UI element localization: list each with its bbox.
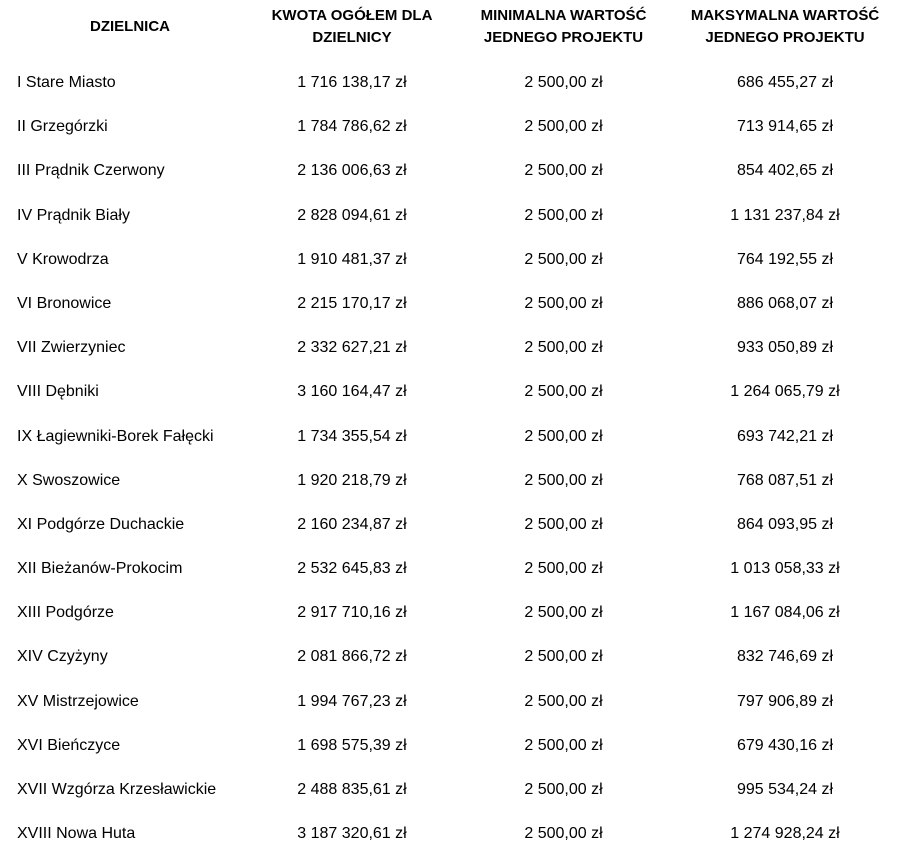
max-value-cell: 693 742,21 zł: [736, 427, 834, 445]
table-row: [0, 149, 900, 193]
min-value-cell: 2 500,00 zł: [524, 250, 603, 268]
max-value-cell: 995 534,24 zł: [736, 781, 834, 798]
min-value-cell: 2 500,00 zł: [524, 560, 603, 578]
total-amount-cell: 2 488 835,61 zł: [297, 781, 407, 798]
total-amount-cell: 2 136 006,63 zł: [297, 162, 407, 180]
max-value-cell: 1 264 065,79 zł: [730, 383, 840, 401]
max-value-cell: 1 274 928,24 zł: [730, 825, 840, 843]
table-row: [0, 635, 900, 679]
max-value-cell: 679 430,16 zł: [736, 736, 834, 754]
header-line: KWOTA OGÓŁEM DLA: [271, 7, 433, 24]
min-value-cell: 2 500,00 zł: [524, 515, 603, 533]
min-value-cell: 2 500,00 zł: [524, 471, 603, 489]
table-header: [0, 0, 900, 60]
total-amount-cell: 2 828 094,61 zł: [297, 206, 407, 224]
header-minimalna-wartosc: [456, 5, 671, 49]
header-kwota-ogolem: [248, 5, 456, 49]
district-name-cell: XIV Czyżyny: [17, 648, 108, 666]
table-row: [0, 194, 900, 238]
max-value-cell: 797 906,89 zł: [736, 692, 834, 710]
total-amount-cell: 2 532 645,83 zł: [297, 560, 407, 578]
min-value-cell: 2 500,00 zł: [524, 339, 603, 357]
district-name-cell: XIII Podgórze: [17, 604, 114, 622]
district-name-cell: IX Łagiewniki-Borek Fałęcki: [17, 427, 214, 445]
min-value-cell: 2 500,00 zł: [524, 648, 603, 666]
total-amount-cell: 1 716 138,17 zł: [297, 74, 407, 91]
district-name-cell: VII Zwierzyniec: [17, 339, 126, 357]
max-value-cell: 886 068,07 zł: [736, 294, 834, 312]
table-row: [0, 812, 900, 856]
table-row: [0, 326, 900, 370]
total-amount-cell: 1 920 218,79 zł: [297, 471, 407, 489]
total-amount-cell: 1 784 786,62 zł: [297, 118, 407, 136]
total-amount-cell: 2 081 866,72 zł: [297, 648, 407, 666]
max-value-cell: 764 192,55 zł: [736, 250, 834, 268]
header-line: DZIELNICA: [90, 18, 170, 35]
district-name-cell: IV Prądnik Biały: [17, 206, 130, 224]
district-name-cell: VI Bronowice: [17, 294, 112, 312]
table-row: [0, 768, 900, 812]
district-name-cell: VIII Dębniki: [17, 383, 99, 401]
district-name-cell: XVIII Nowa Huta: [17, 825, 136, 843]
max-value-cell: 1 167 084,06 zł: [730, 604, 840, 622]
max-value-cell: 854 402,65 zł: [736, 162, 834, 180]
table-row: [0, 680, 900, 724]
table-row: [0, 503, 900, 547]
min-value-cell: 2 500,00 zł: [524, 206, 603, 224]
table-row: [0, 282, 900, 326]
table-row: [0, 415, 900, 459]
total-amount-cell: 2 917 710,16 zł: [297, 604, 407, 622]
district-name-cell: I Stare Miasto: [17, 74, 116, 91]
total-amount-cell: 3 187 320,61 zł: [297, 825, 407, 843]
header-line: DZIELNICY: [312, 29, 392, 46]
district-name-cell: XVI Bieńczyce: [17, 736, 121, 754]
max-value-cell: 686 455,27 zł: [736, 74, 834, 91]
max-value-cell: 1 131 237,84 zł: [730, 206, 840, 224]
max-value-cell: 1 013 058,33 zł: [730, 560, 840, 578]
district-name-cell: V Krowodrza: [17, 250, 109, 268]
max-value-cell: 832 746,69 zł: [736, 648, 834, 666]
table-row: [0, 61, 900, 105]
min-value-cell: 2 500,00 zł: [524, 74, 603, 91]
table-body: [0, 61, 900, 856]
max-value-cell: 864 093,95 zł: [736, 515, 834, 533]
total-amount-cell: 1 698 575,39 zł: [297, 736, 407, 754]
table-row: [0, 370, 900, 414]
total-amount-cell: 1 994 767,23 zł: [297, 692, 407, 710]
total-amount-cell: 2 160 234,87 zł: [297, 515, 407, 533]
min-value-cell: 2 500,00 zł: [524, 294, 603, 312]
total-amount-cell: 2 215 170,17 zł: [297, 294, 407, 312]
district-name-cell: XVII Wzgórza Krzesławickie: [17, 781, 217, 798]
header-line: MAKSYMALNA WARTOŚĆ: [690, 7, 880, 24]
district-name-cell: XII Bieżanów-Prokocim: [17, 560, 183, 578]
total-amount-cell: 1 734 355,54 zł: [297, 427, 407, 445]
total-amount-cell: 2 332 627,21 zł: [297, 339, 407, 357]
min-value-cell: 2 500,00 zł: [524, 781, 603, 798]
table-row: [0, 105, 900, 149]
max-value-cell: 713 914,65 zł: [736, 118, 834, 136]
header-line: MINIMALNA WARTOŚĆ: [480, 7, 647, 24]
district-name-cell: X Swoszowice: [17, 471, 121, 489]
min-value-cell: 2 500,00 zł: [524, 692, 603, 710]
max-value-cell: 933 050,89 zł: [736, 339, 834, 357]
header-line: JEDNEGO PROJEKTU: [705, 29, 865, 46]
min-value-cell: 2 500,00 zł: [524, 604, 603, 622]
min-value-cell: 2 500,00 zł: [524, 162, 603, 180]
total-amount-cell: 1 910 481,37 zł: [297, 250, 407, 268]
min-value-cell: 2 500,00 zł: [524, 736, 603, 754]
header-line: JEDNEGO PROJEKTU: [483, 29, 644, 46]
table-row: [0, 724, 900, 768]
header-dzielnica: [50, 16, 210, 38]
min-value-cell: 2 500,00 zł: [524, 118, 603, 136]
district-name-cell: XI Podgórze Duchackie: [17, 515, 185, 533]
district-name-cell: II Grzegórzki: [17, 118, 108, 136]
district-name-cell: III Prądnik Czerwony: [17, 162, 165, 180]
district-name-cell: XV Mistrzejowice: [17, 692, 139, 710]
total-amount-cell: 3 160 164,47 zł: [297, 383, 407, 401]
header-maksymalna-wartosc: [671, 5, 899, 49]
max-value-cell: 768 087,51 zł: [736, 471, 834, 489]
table-row: [0, 238, 900, 282]
min-value-cell: 2 500,00 zł: [524, 383, 603, 401]
table-row: [0, 547, 900, 591]
min-value-cell: 2 500,00 zł: [524, 427, 603, 445]
min-value-cell: 2 500,00 zł: [524, 825, 603, 843]
table-row: [0, 459, 900, 503]
table-row: [0, 591, 900, 635]
